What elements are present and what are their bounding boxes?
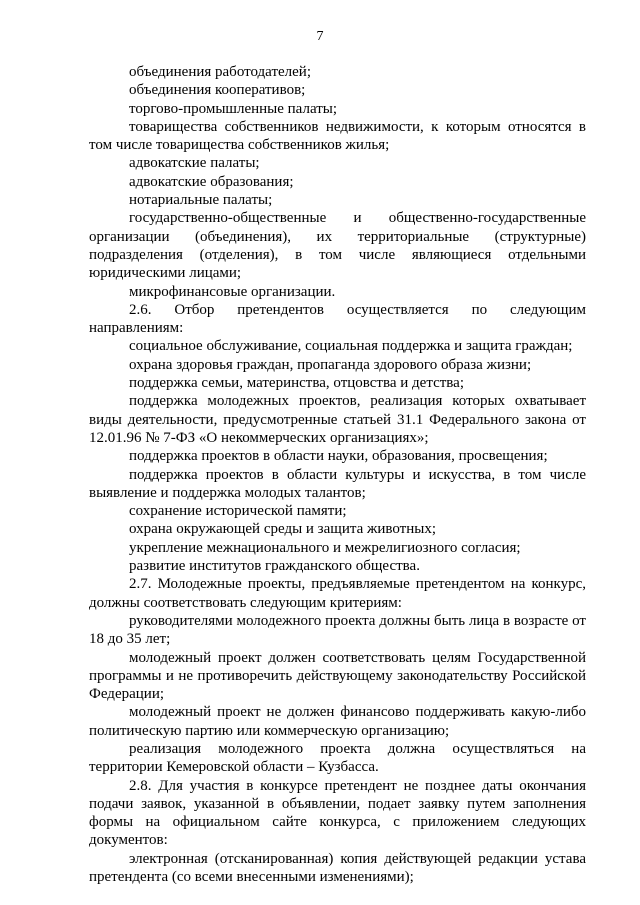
criterion-no-political-support: молодежный проект не должен финансово поддерживать какую-либо политическую партию или коммерческую организацию;	[89, 704, 586, 739]
clause-2-8-heading: 2.8. Для участия в конкурсе претендент не позднее даты окончания подачи заявок, указанной в объявлении, подает заявку путем заполнения формы на официальном сайте конкурса, с приложением следующих документов:	[89, 777, 586, 849]
list-item-public-state-organizations: государственно-общественные и общественно-государственные организации (объединения), их территориальные (структурные) подразделения (отделения), в том числе являющиеся отдельными юридическими лицами;	[89, 210, 586, 282]
clause-2-6-heading: 2.6. Отбор претендентов осуществляется по следующим направлениям:	[89, 301, 586, 337]
clause-2-7-heading: 2.7. Молодежные проекты, предъявляемые претендентом на конкурс, должны соответствовать следующим критериям:	[89, 576, 586, 611]
list-item-employers-associations: объединения работодателей;	[129, 64, 311, 80]
list-item-notary-chambers: нотариальные палаты;	[129, 192, 273, 209]
direction-health: охрана здоровья граждан, пропаганда здорового образа жизни;	[129, 356, 532, 373]
criterion-kuzbass-territory: реализация молодежного проекта должна осуществляться на территории Кемеровской области – Кузбасса.	[89, 740, 586, 776]
criterion-leader-age: руководителями молодежного проекта должны быть лица в возрасте от 18 до 35 лет;	[89, 612, 586, 648]
list-item-chambers-of-commerce: торгово-промышленные палаты;	[129, 100, 338, 117]
direction-science-education: поддержка проектов в области науки, образования, просвещения;	[129, 448, 548, 465]
direction-environment: охрана окружающей среды и защита животных;	[129, 521, 436, 538]
list-item-bar-chambers: адвокатские палаты;	[129, 155, 260, 172]
direction-interethnic-harmony: укрепление межнационального и межрелигиозного согласия;	[129, 539, 521, 556]
list-item-property-owners-partnerships: товарищества собственников недвижимости, к которым относятся в том числе товарищества собственников жилья;	[89, 118, 586, 154]
list-item-microfinance-organizations: микрофинансовые организации.	[129, 283, 336, 300]
criterion-program-compliance: молодежный проект должен соответствовать целям Государственной программы и не противоречить действующему законодательству Российской Федерации;	[89, 649, 586, 703]
page-number: 7	[316, 29, 324, 44]
direction-social-service: социальное обслуживание, социальная поддержка и защита граждан;	[129, 338, 573, 355]
direction-family-support: поддержка семьи, материнства, отцовства и детства;	[129, 375, 465, 392]
direction-culture-art: поддержка проектов в области культуры и искусства, в том числе выявление и поддержка молодых талантов;	[89, 466, 586, 501]
direction-youth-projects: поддержка молодежных проектов, реализация которых охватывает виды деятельности, предусмотренные статьей 31.1 Федерального закона от 12.01.96 № 7-ФЗ «О некоммерческих организациях»;	[89, 393, 586, 446]
direction-historical-memory: сохранение исторической памяти;	[129, 503, 347, 520]
direction-civil-society: развитие институтов гражданского общества.	[129, 558, 420, 575]
document-charter-copy: электронная (отсканированная) копия действующей редакции устава претендента (со всеми внесенными изменениями);	[89, 850, 586, 886]
list-item-advocate-formations: адвокатские образования;	[129, 173, 294, 190]
list-item-cooperatives-associations: объединения кооперативов;	[129, 82, 306, 99]
document-body	[89, 63, 586, 886]
